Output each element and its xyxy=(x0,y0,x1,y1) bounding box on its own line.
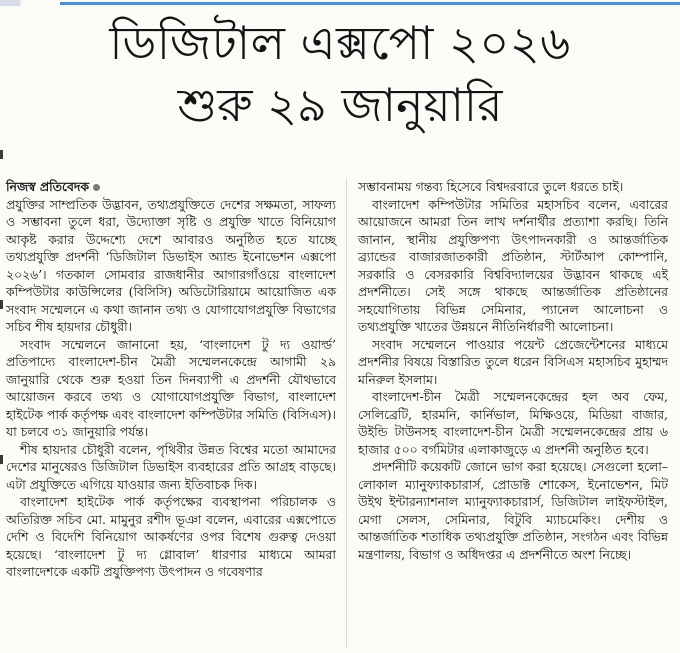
paragraph: বাংলাদেশ-চীন মৈত্রী সম্মেলনকেন্দ্রের হল অব ফেম, সেলিব্রেটি, হারমনি, কার্নিভাল, মিক্ষিওয়ে, মিডিয়া বাজার, উইন্ডি টাউনসহ বাংলাদেশ-চীন মৈত্রী সম্মেলনকেন্দ্রের প্রায় ৬ হাজার ৫০০ বর্গমিটার এলাকাজুড়ে এ প্রদর্শনী অনুষ্ঠিত হবে। xyxy=(358,389,668,457)
headline-line-2: শুরু ২৯ জানুয়ারি xyxy=(177,77,503,132)
byline: নিজস্ব প্রতিবেদক xyxy=(6,179,90,194)
paragraph: বাংলাদেশ হাইটেক পার্ক কর্তৃপক্ষের ব্যবস্থাপনা পরিচালক ও অতিরিক্ত সচিব মো. মামুনুর রশীদ ভূঞা বলেন, এবারের এক্সপোতে দেশি ও বিদেশি বিনিয়োগ আকর্ষণের ওপর বিশেষ গুরুত্ব দেওয়া হয়েছে। ‘বাংলাদেশ টু দ্য গ্লোবাল’ ধারণার মাধ্যমে আমরা বাংলাদেশকে একটি প্রযুক্তিপণ্য উৎপাদন ও গবেষণার xyxy=(6,494,336,579)
paragraph: সংবাদ সম্মেলনে পাওয়ার পয়েন্ট প্রেজেন্টেশনের মাধ্যমে প্রদর্শনীর বিষয়ে বিস্তারিত তুলে ধরেন বিসিএস মহাসচিব মুহাম্মদ মনিরুল ইসলাম। xyxy=(358,336,668,387)
article-right-column xyxy=(358,178,668,563)
headline xyxy=(0,18,680,131)
paragraph: প্রযুক্তির সাম্প্রতিক উদ্ভাবন, তথ্যপ্রযুক্তিতে দেশের সক্ষমতা, সাফল্য ও সম্ভাবনা তুলে ধরা, উদ্যোক্তা সৃষ্টি ও প্রযুক্তি খাতে বিনিয়োগ আকৃষ্ট করার উদ্দেশ্যে দেশে আবারও অনুষ্ঠিত হতে যাচ্ছে তথ্যপ্রযুক্তি প্রদর্শনী ‘ডিজিটাল ডিভাইস অ্যান্ড ইনোভেশন এক্সপো ২০২৬’। গতকাল সোমবার রাজধানীর আগারগাঁওয়ে বাংলাদেশ কম্পিউটার কাউন্সিলের (বিসিসি) অডিটোরিয়ামে আয়োজিত এক সংবাদ সম্মেলনে এ কথা জানান তথ্য ও যোগাযোগপ্রযুক্তি বিভাগের সচিব শীষ হায়দার চৌধুরী। xyxy=(6,196,336,334)
top-accent-line xyxy=(60,2,680,5)
headline-line-1: ডিজিটাল এক্সপো ২০২৬ xyxy=(109,16,571,70)
paragraph: বাংলাদেশ কম্পিউটার সমিতির মহাসচিব বলেন, এবারের আয়োজনে আমরা তিন লাখ দর্শনার্থীর প্রত্যাশা করছি। তিনি জানান, স্থানীয় প্রযুক্তিপণ্য উৎপাদনকারী ও আন্তর্জাতিক ব্র্যান্ডের বাজারজাতকারী প্রতিষ্ঠান, স্টার্টআপ কোম্পানি, সরকারি ও বেসরকারি বিশ্ববিদ্যালয়ের উদ্ভাবন থাকছে এই প্রদর্শনীতে। সেই সঙ্গে থাকছে আন্তর্জাতিক প্রতিষ্ঠানের সহযোগিতায় বিভিন্ন সেমিনার, প্যানেল আলোচনা ও তথ্যপ্রযুক্তি খাতের উন্নয়নে নীতিনির্ধারণী আলোচনা। xyxy=(358,196,668,334)
column-divider xyxy=(346,178,347,648)
margin-mark xyxy=(0,455,3,464)
paragraph: শীষ হায়দার চৌধুরী বলেন, পৃথিবীর উন্নত বিশ্বের মতো আমাদের দেশের মানুষেরও ডিজিটাল ডিভাইস ব্যবহারের প্রতি আগ্রহ বাড়ছে। এটা প্রযুক্তিতে এগিয়ে যাওয়ার জন্য ইতিবাচক দিক। xyxy=(6,441,336,492)
margin-mark xyxy=(0,300,3,309)
article-left-column xyxy=(6,178,336,581)
margin-mark xyxy=(0,150,3,159)
paragraph: সংবাদ সম্মেলনে জানানো হয়, ‘বাংলাদেশ টু দ্য ওয়ার্ল্ড’ প্রতিপাদ্যে বাংলাদেশ-চীন মৈত্রী সম্মেলনকেন্দ্রে আগামী ২৯ জানুয়ারি থেকে শুরু হওয়া তিন দিনব্যাপী এ প্রদর্শনী যৌথভাবে আয়োজন করবে তথ্য ও যোগাযোগপ্রযুক্তি বিভাগ, বাংলাদেশ হাইটেক পার্ক কর্তৃপক্ষ এবং বাংলাদেশ কম্পিউটার সমিতি (বিসিএস)। যা চলবে ৩১ জানুয়ারি পর্যন্ত। xyxy=(6,336,336,439)
byline-row xyxy=(6,178,336,196)
byline-bullet-icon xyxy=(93,184,100,191)
paragraph: সম্ভাবনাময় গন্তব্য হিসেবে বিশ্বদরবারে তুলে ধরতে চাই। xyxy=(358,179,624,194)
paragraph: প্রদর্শনীটি কয়েকটি জোনে ভাগ করা হয়েছে। সেগুলো হলো– লোকাল ম্যানুফ্যাকচারার্স, প্রোডাক্ট শোকেস, ইনোভেশন, মিট উইথ ইন্টারন্যাশনাল ম্যানুফ্যাকচারার্স, ডিজিটাল লাইফস্টাইল, মেগা সেলস, সেমিনার, বিটুবি ম্যাচমেকিং। দেশীয় ও আন্তর্জাতিক শতাধিক তথ্যপ্রযুক্তি প্রতিষ্ঠান, সংগঠন এবং বিভিন্ন মন্ত্রণালয়, বিভাগ ও অধিদপ্তর এ প্রদর্শনীতে অংশ নিচ্ছে। xyxy=(358,459,668,562)
